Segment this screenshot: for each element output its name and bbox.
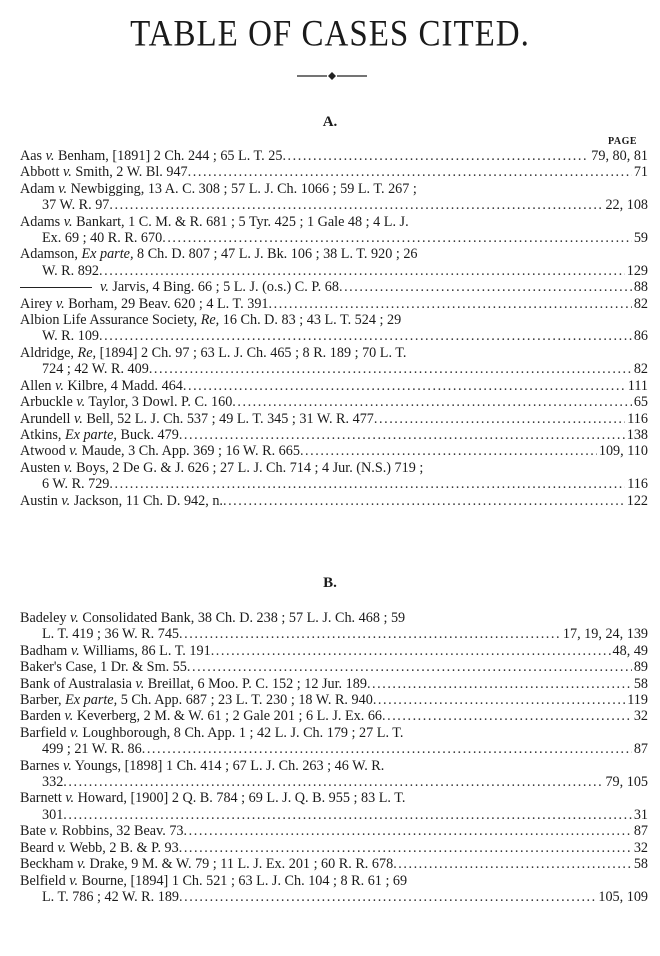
case-party: Albion Life Assurance Society, [20, 312, 201, 329]
case-party: Abbott [20, 164, 63, 181]
case-entry [20, 840, 648, 856]
case-entry [20, 692, 648, 708]
case-entry [20, 758, 648, 791]
page-numbers: 59 [633, 230, 648, 247]
case-party: Baker's Case, 1 Dr. & Sm. 55 [20, 659, 187, 676]
page-numbers: 116 [627, 476, 648, 493]
page-numbers: 32 [633, 708, 648, 725]
case-connector: Re, [200, 312, 220, 329]
dot-leader [99, 263, 625, 279]
case-reference-continued: L. T. 786 ; 42 W. R. 189 [42, 888, 180, 905]
case-line-continued [20, 263, 648, 279]
page-numbers: 89 [633, 659, 648, 676]
case-citation [20, 725, 403, 741]
case-citation [20, 443, 300, 459]
section-b-entries [20, 610, 648, 905]
dot-leader [382, 708, 632, 724]
case-line [20, 460, 648, 476]
case-line-continued [20, 807, 648, 823]
case-line [20, 758, 648, 774]
case-line [20, 279, 648, 295]
case-reference: Newbigging, 13 A. C. 308 ; 57 L. J. Ch. 1066 ; 59 L. T. 267 ; [67, 180, 417, 197]
case-party: Arundell [20, 410, 74, 427]
dot-leader [142, 741, 632, 757]
dot-leader [179, 840, 632, 856]
dot-leader [223, 493, 625, 509]
page-numbers: 111 [627, 377, 648, 394]
case-line [20, 443, 648, 459]
case-connector: Ex parte, [64, 426, 117, 443]
case-citation [20, 873, 407, 889]
case-party: Barnett [20, 790, 66, 807]
case-citation [20, 279, 339, 295]
dot-leader [99, 328, 632, 344]
case-party: Atwood [20, 443, 70, 460]
page-numbers: 119 [627, 692, 648, 709]
case-entry [20, 312, 648, 345]
case-entry [20, 873, 648, 906]
case-reference: Kilbre, 4 Madd. 464 [63, 377, 183, 394]
case-citation [20, 676, 367, 692]
page-numbers: 105, 109 [598, 888, 648, 905]
case-entry [20, 411, 648, 427]
case-citation [20, 493, 223, 509]
case-line [20, 345, 648, 361]
case-party: Adam [20, 180, 59, 197]
case-line-continued [20, 626, 648, 642]
dot-leader [109, 476, 625, 492]
case-reference: Taylor, 3 Dowl. P. C. 160 [85, 394, 233, 411]
case-entry [20, 148, 648, 164]
case-citation [20, 427, 179, 443]
case-party: Atkins, [20, 426, 65, 443]
case-party: Adams [20, 213, 64, 230]
case-reference: 5 Ch. App. 687 ; 23 L. T. 230 ; 18 W. R. 940 [117, 692, 373, 709]
case-entry [20, 460, 648, 493]
case-citation [20, 312, 401, 328]
case-connector: v. [73, 410, 83, 427]
case-citation [20, 659, 187, 675]
case-line-continued [20, 328, 648, 344]
case-line [20, 296, 648, 312]
case-citation [20, 708, 382, 724]
page-numbers: 86 [633, 328, 648, 345]
case-connector: v. [69, 443, 79, 460]
case-reference: Buck. 479 [116, 426, 179, 443]
dot-leader [339, 279, 632, 295]
case-reference-continued: L. T. 419 ; 36 W. R. 745 [42, 626, 180, 643]
case-party: Barnes [20, 757, 63, 774]
page-numbers: 109, 110 [598, 443, 648, 460]
case-party: Badham [20, 642, 71, 659]
ornament-divider [297, 72, 367, 80]
case-citation [20, 460, 423, 476]
dot-leader [179, 427, 625, 443]
case-citation [20, 214, 409, 230]
case-reference: Bourne, [1894] 1 Ch. 521 ; 63 L. J. Ch. 104 ; 8 R. 61 ; 69 [78, 872, 408, 889]
case-reference-continued: 499 ; 21 W. R. 86 [42, 741, 142, 758]
case-citation [20, 823, 184, 839]
case-citation [20, 181, 417, 197]
page-numbers: 71 [633, 164, 648, 181]
case-line [20, 164, 648, 180]
case-line [20, 725, 648, 741]
case-entry [20, 725, 648, 758]
case-connector: Re, [77, 344, 97, 361]
case-reference: Bankart, 1 C. M. & R. 681 ; 5 Tyr. 425 ; 1 Gale 48 ; 4 L. J. [72, 213, 409, 230]
case-reference: Drake, 9 M. & W. 79 ; 11 L. J. Ex. 201 ; 60 R. R. 678 [85, 856, 394, 873]
case-line [20, 148, 648, 164]
case-line [20, 246, 648, 262]
case-connector: v. [57, 839, 67, 856]
case-citation [20, 378, 183, 394]
case-reference-continued: W. R. 109 [42, 328, 100, 345]
case-connector: Ex parte, [81, 246, 134, 263]
case-reference-continued: 301 [42, 806, 64, 823]
ditto-dash [20, 287, 92, 288]
case-reference: Boys, 2 De G. & J. 626 ; 27 L. J. Ch. 714 ; 4 Jur. (N.S.) 719 ; [72, 459, 424, 476]
page-column-header: PAGE [608, 136, 638, 147]
page-numbers: 65 [633, 394, 648, 411]
case-reference: Bell, 52 L. J. Ch. 537 ; 49 L. T. 345 ; 31 W. R. 477 [82, 410, 374, 427]
case-citation [20, 758, 384, 774]
case-reference: 8 Ch. D. 807 ; 47 L. J. Bk. 106 ; 38 L. T. 920 ; 26 [133, 246, 418, 263]
dot-leader [179, 626, 561, 642]
case-citation [20, 164, 188, 180]
case-reference: Loughborough, 8 Ch. App. 1 ; 42 L. J. Ch. 179 ; 27 L. T. [78, 724, 404, 741]
page-numbers: 87 [633, 741, 648, 758]
case-line-continued [20, 476, 648, 492]
case-line [20, 312, 648, 328]
case-citation [20, 246, 418, 262]
dot-leader [282, 148, 589, 164]
case-line [20, 643, 648, 659]
case-entry [20, 279, 648, 295]
page-numbers: 116 [627, 410, 648, 427]
case-party: Airey [20, 295, 56, 312]
page-numbers: 58 [633, 856, 648, 873]
case-connector: v. [100, 279, 109, 296]
case-line-continued [20, 889, 648, 905]
case-party: Austen [20, 459, 64, 476]
case-party: Barfield [20, 724, 71, 741]
case-line [20, 427, 648, 443]
page-title: TABLE OF CASES CITED. [130, 14, 530, 55]
dot-leader [211, 643, 611, 659]
case-connector: v. [69, 872, 79, 889]
dot-leader [63, 774, 603, 790]
case-party: Beckham [20, 856, 78, 873]
dot-leader [232, 394, 632, 410]
case-entry [20, 823, 648, 839]
case-party: Beard [20, 839, 58, 856]
dot-leader [269, 296, 632, 312]
case-entry [20, 659, 648, 675]
case-line-continued [20, 361, 648, 377]
section-a-entries [20, 148, 648, 509]
case-connector: v. [135, 675, 145, 692]
case-line [20, 676, 648, 692]
dot-leader [149, 361, 632, 377]
case-line [20, 493, 648, 509]
case-connector: Ex parte, [65, 692, 118, 709]
dot-leader [109, 197, 603, 213]
case-citation [20, 692, 373, 708]
case-line [20, 181, 648, 197]
case-line [20, 411, 648, 427]
page-numbers: 138 [626, 426, 648, 443]
page-numbers: 17, 19, 24, 139 [562, 626, 648, 643]
case-reference: Breillat, 6 Moo. P. C. 152 ; 12 Jur. 189 [144, 675, 367, 692]
page-numbers: 79, 105 [605, 774, 648, 791]
case-party: Allen [20, 377, 56, 394]
case-party: Arbuckle [20, 394, 77, 411]
case-line-continued [20, 741, 648, 757]
case-entry [20, 643, 648, 659]
case-entry [20, 790, 648, 823]
page-numbers: 122 [626, 492, 648, 509]
case-connector: v. [45, 148, 55, 164]
case-party: Badeley [20, 610, 71, 626]
case-entry [20, 676, 648, 692]
case-connector: v. [62, 757, 72, 774]
case-connector: v. [61, 492, 71, 509]
case-connector: v. [63, 213, 73, 230]
case-party: Aldridge, [20, 344, 78, 361]
case-connector: v. [55, 377, 64, 394]
case-connector: v. [49, 823, 59, 840]
page-numbers: 48, 49 [612, 642, 648, 659]
case-reference: 16 Ch. D. 83 ; 43 L. T. 524 ; 29 [219, 312, 402, 329]
case-reference: Consolidated Bank, 38 Ch. D. 238 ; 57 L. J. Ch. 468 ; 59 [78, 610, 406, 626]
dot-leader [184, 823, 632, 839]
dot-leader [188, 164, 632, 180]
case-line [20, 823, 648, 839]
case-connector: v. [70, 724, 79, 741]
case-reference: Jackson, 11 Ch. D. 942, n. [70, 492, 223, 509]
case-entry [20, 394, 648, 410]
case-connector: v. [76, 394, 86, 411]
dot-leader [187, 659, 632, 675]
case-entry [20, 296, 648, 312]
case-entry [20, 181, 648, 214]
case-reference: Smith, 2 W. Bl. 947 [71, 164, 188, 181]
case-party: Adamson, [20, 246, 82, 263]
case-reference-continued: W. R. 892 [42, 262, 100, 279]
case-party: Austin [20, 492, 62, 509]
case-line-continued [20, 230, 648, 246]
dot-leader [162, 230, 632, 246]
case-connector: v. [65, 790, 75, 807]
case-line [20, 610, 648, 626]
case-reference: Robbins, 32 Beav. 73 [58, 823, 184, 840]
case-reference-continued: Ex. 69 ; 40 R. R. 670 [42, 230, 163, 247]
page-numbers: 82 [633, 361, 648, 378]
case-reference: Webb, 2 B. & P. 93 [66, 839, 179, 856]
case-reference: Jarvis, 4 Bing. 66 ; 5 L. J. (o.s.) C. P. 68 [108, 279, 339, 296]
case-line [20, 790, 648, 806]
case-line [20, 873, 648, 889]
case-citation [20, 296, 269, 312]
case-entry [20, 610, 648, 643]
case-reference-continued: 332 [42, 774, 64, 791]
case-line-continued [20, 774, 648, 790]
case-entry [20, 378, 648, 394]
case-reference: Williams, 86 L. T. 191 [79, 642, 211, 659]
case-reference: Youngs, [1898] 1 Ch. 414 ; 67 L. J. Ch. 263 ; 46 W. R. [71, 757, 385, 774]
case-entry [20, 214, 648, 247]
case-reference-continued: 724 ; 42 W. R. 409 [42, 361, 149, 378]
case-line [20, 856, 648, 872]
case-connector: v. [62, 164, 72, 181]
case-line [20, 214, 648, 230]
dot-leader [183, 378, 626, 394]
case-connector: v. [70, 610, 79, 626]
dot-leader [367, 676, 632, 692]
page-numbers: 82 [633, 295, 648, 312]
case-connector: v. [64, 708, 74, 725]
page-numbers: 87 [633, 823, 648, 840]
page-numbers: 31 [633, 806, 648, 823]
case-party: Belfield [20, 872, 70, 889]
dot-leader [63, 807, 632, 823]
case-reference: Benham, [1891] 2 Ch. 244 ; 65 L. T. 25 [54, 148, 283, 164]
case-line [20, 692, 648, 708]
page-numbers: 88 [633, 279, 648, 296]
page-numbers: 32 [633, 839, 648, 856]
case-entry [20, 345, 648, 378]
case-entry [20, 493, 648, 509]
case-party: Bank of Australasia [20, 675, 136, 692]
case-reference: Howard, [1900] 2 Q. B. 784 ; 69 L. J. Q. B. 955 ; 83 L. T. [74, 790, 406, 807]
case-citation [20, 148, 282, 164]
page-numbers: 79, 80, 81 [591, 148, 648, 164]
case-reference-continued: 6 W. R. 729 [42, 476, 110, 493]
case-party: Barden [20, 708, 65, 725]
case-citation [20, 643, 211, 659]
case-connector: v. [55, 295, 65, 312]
case-citation [20, 394, 232, 410]
page-numbers: 58 [633, 675, 648, 692]
case-party: Aas [20, 148, 46, 164]
case-line-continued [20, 197, 648, 213]
case-connector: v. [77, 856, 86, 873]
case-line [20, 708, 648, 724]
section-letter-a: A. [322, 114, 338, 130]
case-entry [20, 246, 648, 279]
case-reference: Maude, 3 Ch. App. 369 ; 16 W. R. 665 [78, 443, 300, 460]
dot-leader [300, 443, 597, 459]
case-citation [20, 345, 406, 361]
case-entry [20, 427, 648, 443]
case-connector: v. [58, 180, 68, 197]
case-reference: Borham, 29 Beav. 620 ; 4 L. T. 391 [64, 295, 269, 312]
case-entry [20, 708, 648, 724]
case-entry [20, 856, 648, 872]
page-numbers: 22, 108 [605, 197, 648, 214]
case-reference: Keverberg, 2 M. & W. 61 ; 2 Gale 201 ; 6 L. J. Ex. 66 [73, 708, 383, 725]
case-reference-continued: 37 W. R. 97 [42, 197, 110, 214]
case-line [20, 394, 648, 410]
case-citation [20, 856, 393, 872]
case-connector: v. [63, 459, 73, 476]
case-entry [20, 443, 648, 459]
dot-leader [374, 411, 625, 427]
page-numbers: 129 [626, 262, 648, 279]
case-line [20, 378, 648, 394]
case-party: Bate [20, 823, 50, 840]
case-party: Barber, [20, 692, 66, 709]
case-connector: v. [70, 642, 80, 659]
case-citation [20, 840, 179, 856]
dot-leader [393, 856, 632, 872]
case-reference: [1894] 2 Ch. 97 ; 63 L. J. Ch. 465 ; 8 R. 189 ; 70 L. T. [96, 344, 407, 361]
case-citation [20, 411, 374, 427]
case-line [20, 840, 648, 856]
case-line [20, 659, 648, 675]
case-entry [20, 164, 648, 180]
section-letter-b: B. [323, 575, 337, 591]
dot-leader [373, 692, 625, 708]
case-citation [20, 790, 405, 806]
case-citation [20, 610, 405, 626]
dot-leader [179, 889, 596, 905]
